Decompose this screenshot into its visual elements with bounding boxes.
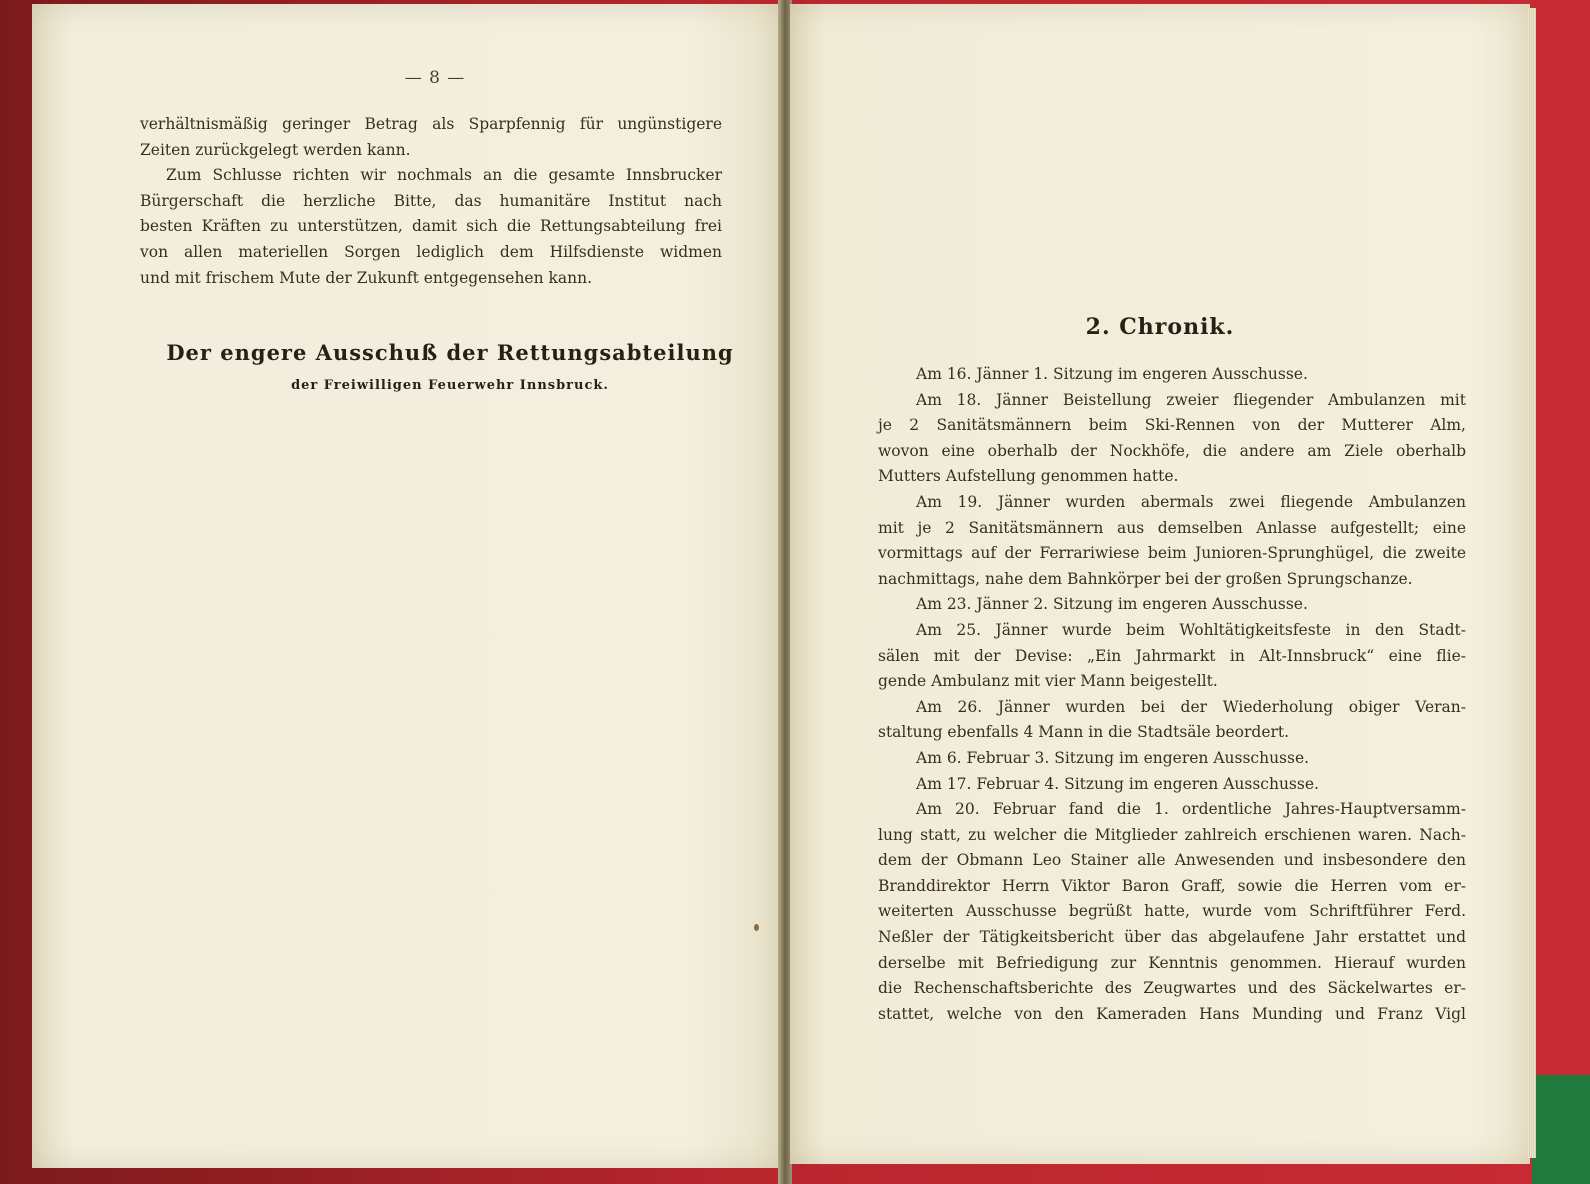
text-line: Branddirektor Herrn Viktor Baron Graff, sowie die Herren vom er- xyxy=(878,876,1466,895)
text-line: Mutters Aufstellung genommen hatte. xyxy=(878,467,1179,486)
text-line: dem der Obmann Leo Stainer alle Anwesenden und insbesondere den xyxy=(878,851,1466,870)
text-line: wovon eine oberhalb der Nockhöfe, die andere am Ziele oberhalb xyxy=(878,441,1466,460)
text-line: vormittags auf der Ferrariwiese beim Junioren-Sprunghügel, die zweite xyxy=(878,544,1466,563)
text-line: derselbe mit Befriedigung zur Kenntnis genommen. Hierauf wurden xyxy=(878,953,1466,972)
text-line: nachmittags, nahe dem Bahnkörper bei der großen Sprungschanze. xyxy=(878,569,1413,588)
text-line: Am 20. Februar fand die 1. ordentliche Jahres-Hauptversamm- xyxy=(916,800,1466,819)
text-line: und mit frischem Mute der Zukunft entgegensehen kann. xyxy=(140,268,593,287)
background-object xyxy=(1532,1075,1590,1184)
text-line: Am 26. Jänner wurden bei der Wiederholung obiger Veran- xyxy=(916,697,1466,716)
text-line: lung statt, zu welcher die Mitglieder zahlreich erschienen waren. Nach- xyxy=(878,825,1466,844)
signature-subtitle: der Freiwilligen Feuerwehr Innsbruck. xyxy=(291,378,609,393)
text-line: Am 16. Jänner 1. Sitzung im engeren Ausschusse. xyxy=(916,365,1308,383)
page-edges xyxy=(1528,8,1536,1158)
text-line: die Rechenschaftsberichte des Zeugwartes und des Säckelwartes er- xyxy=(878,979,1466,998)
left-page-body xyxy=(140,112,722,291)
signature-title: Der engere Ausschuß der Rettungsabteilung xyxy=(166,340,734,365)
text-line: Zum Schlusse richten wir nochmals an die gesamte Innsbrucker xyxy=(166,166,722,185)
text-line: verhältnismäßig geringer Betrag als Sparpfennig für ungünstigere xyxy=(140,115,722,133)
page-number: — 8 — xyxy=(404,68,466,88)
text-line: gende Ambulanz mit vier Mann beigestellt. xyxy=(878,672,1218,691)
text-line: Am 25. Jänner wurde beim Wohltätigkeitsfeste in den Stadt- xyxy=(916,620,1466,639)
text-line: staltung ebenfalls 4 Mann in die Stadtsäle beordert. xyxy=(878,723,1290,742)
paragraph xyxy=(140,163,722,291)
text-line: Am 19. Jänner wurden abermals zwei fliegende Ambulanzen xyxy=(916,492,1466,511)
text-line: Am 18. Jänner Beistellung zweier fliegender Ambulanzen mit xyxy=(916,390,1466,409)
paper-stain xyxy=(754,924,759,931)
text-line: Bürgerschaft die herzliche Bitte, das humanitäre Institut nach xyxy=(140,191,722,210)
text-line: weiterten Ausschusse begrüßt hatte, wurde vom Schriftführer Ferd. xyxy=(878,902,1466,921)
text-line: Zeiten zurückgelegt werden kann. xyxy=(140,140,411,159)
right-page-body xyxy=(878,362,1466,1027)
text-line: Neßler der Tätigkeitsbericht über das abgelaufene Jahr erstattet und xyxy=(878,928,1466,947)
text-line: Am 6. Februar 3. Sitzung im engeren Ausschusse. xyxy=(916,748,1310,767)
section-heading: 2. Chronik. xyxy=(1085,314,1235,340)
text-line: Am 23. Jänner 2. Sitzung im engeren Ausschusse. xyxy=(916,595,1308,614)
text-line: stattet, welche von den Kameraden Hans Munding und Franz Vigl xyxy=(878,1004,1466,1023)
text-line: Am 17. Februar 4. Sitzung im engeren Ausschusse. xyxy=(916,774,1319,793)
paragraph xyxy=(140,112,722,163)
text-line: besten Kräften zu unterstützen, damit sich die Rettungsabteilung frei xyxy=(140,217,722,236)
text-line: je 2 Sanitätsmännern beim Ski-Rennen von der Mutterer Alm, xyxy=(878,416,1466,435)
text-line: mit je 2 Sanitätsmännern aus demselben Anlasse aufgestellt; eine xyxy=(878,518,1466,537)
text-line: von allen materiellen Sorgen lediglich dem Hilfsdienste widmen xyxy=(140,242,722,261)
text-line: sälen mit der Devise: „Ein Jahrmarkt in Alt-Innsbruck“ eine flie- xyxy=(878,646,1466,665)
